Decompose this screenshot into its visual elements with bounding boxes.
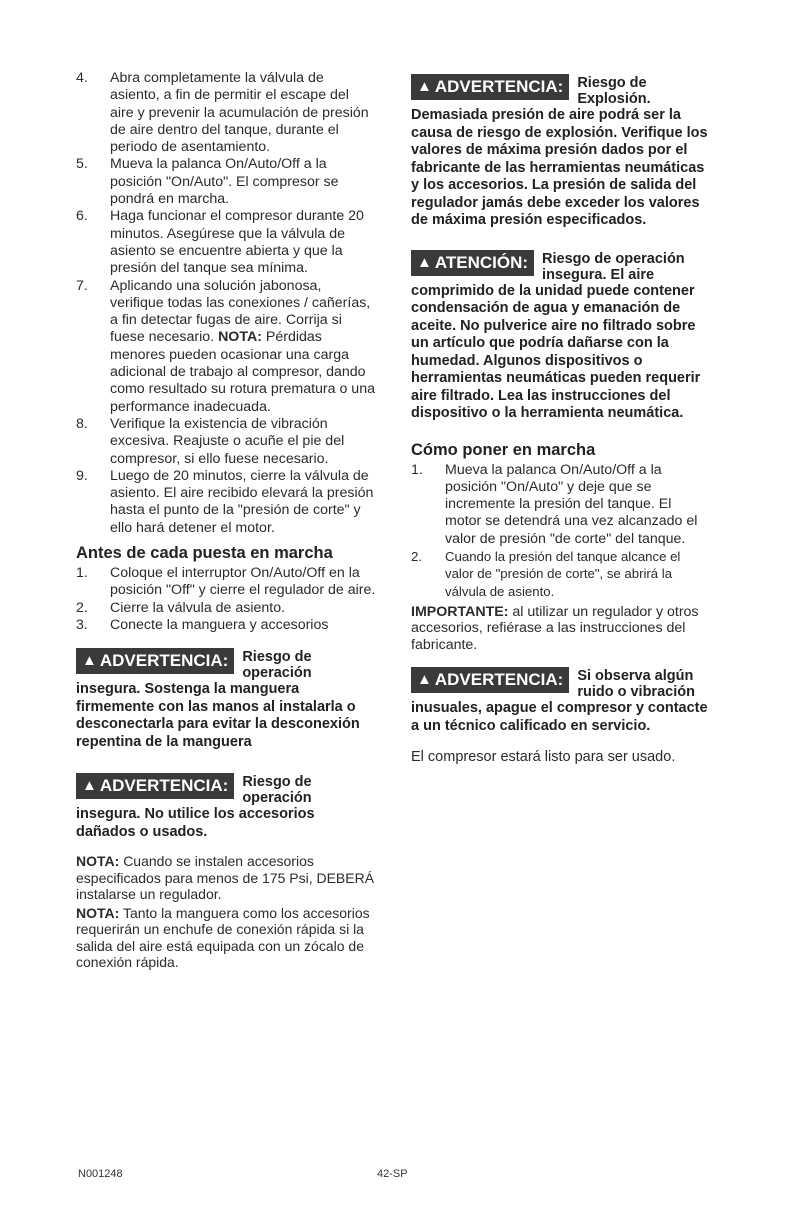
important-note: IMPORTANTE: al utilizar un regulador y otros accesorios, refiérase a las instrucciones del fabricante. [411, 603, 699, 653]
list-item: 1. Mueva la palanca On/Auto/Off a la posición "On/Auto" y deje que se incremente la presión del tanque. El motor se detendrá una vez alcanzado el valor de presión "de corte" del tanque. [411, 461, 698, 547]
warning-triangle-icon: ▲ [417, 671, 432, 689]
before-start-steps [76, 565, 376, 634]
warning-heading: Riesgo de operación [242, 649, 312, 682]
note-regulator: NOTA: Cuando se instalen accesorios especificados para menos de 175 Psi, DEBERÁ instalarse un regulador. [76, 853, 375, 903]
warning-badge: ▲ ADVERTENCIA: [411, 74, 569, 100]
list-item: 4. Abra completamente la válvula de asiento, a fin de permitir el escape del aire y prevenir la acumulación de presión de aire dentro del tanque, durante el periodo de asentamiento. [76, 70, 369, 156]
warning-explosion [411, 74, 711, 230]
warning-heading: Riesgo de Explosión. [577, 75, 651, 107]
warning-badge: ▲ ADVERTENCIA: [76, 773, 234, 799]
page-number: 42-SP [377, 1168, 408, 1180]
warning-heading: Riesgo de operación [242, 774, 312, 807]
warning-triangle-icon: ▲ [417, 78, 432, 95]
list-item: 5. Mueva la palanca On/Auto/Off a la posición "On/Auto". El compresor se pondrá en marcha. [76, 156, 339, 208]
warning-triangle-icon: ▲ [82, 652, 97, 670]
warning-badge: ▲ ADVERTENCIA: [76, 648, 234, 674]
section-heading-start: Cómo poner en marcha [411, 440, 596, 459]
list-item: 2. Cuando la presión del tanque alcance el valor de "presión de corte", se abrirá la válvula de asiento. [411, 548, 681, 599]
caution-badge: ▲ ATENCIÓN: [411, 250, 534, 276]
warning-noise-vibration [411, 667, 711, 735]
caution-text: comprimido de la unidad puede contener condensación de agua y emanación de aceite. No pulverice aire no filtrado sobre un artículo que podría dañarse con la humedad. Algunos dispositivos o herramientas neumáticas pueden requerir aire filtrado. Lea las instrucciones del dispositivo o la herramienta neumática. [411, 282, 701, 421]
left-column [76, 70, 376, 971]
list-item: 2. Cierre la válvula de asiento. [76, 599, 286, 616]
warning-hose-connection [76, 648, 376, 751]
warning-text: insegura. Sostenga la manguera firmemente con las manos al instalarla o desconectarla para evitar la desconexión repentina de la manguera [76, 681, 360, 750]
list-item: 1. Coloque el interruptor On/Auto/Off en la posición "Off" y cierre el regulador de aire. [76, 565, 376, 599]
caution-moisture [411, 250, 711, 423]
warning-heading: Si observa algún ruido o vibración [577, 668, 695, 701]
caution-heading: Riesgo de operación insegura. El aire [542, 250, 685, 283]
list-item: 9. Luego de 20 minutos, cierre la válvula de asiento. El aire recibido elevará la presión hasta el punto de la "presión de corte" y ello hará detener el motor. [76, 467, 374, 536]
list-item: 7. Aplicando una solución jabonosa, verifique todas las conexiones / cañerías, a fin detectar fugas de aire. Corrija si fuese necesario. NOTA: Pérdidas menores pueden ocasionar una carga adicional de trabajo al compresor, dando como resultado su rotura prematura o una performance inadecuada. [76, 277, 375, 415]
document-code: N001248 [78, 1168, 123, 1180]
warning-triangle-icon: ▲ [82, 777, 97, 795]
start-steps [411, 462, 711, 600]
list-item: 8. Verifique la existencia de vibración excesiva. Reajuste o acuñe el pie del compresor, si ello fuese necesario. [76, 415, 345, 467]
section-heading-before-start: Antes de cada puesta en marcha [76, 544, 333, 563]
list-item: 6. Haga funcionar el compresor durante 20 minutos. Asegúrese que la válvula de asiento se encuentre abierta y que la presión del tanque sea mínima. [76, 208, 364, 277]
final-statement: El compresor estará listo para ser usado. [411, 749, 676, 766]
warning-badge: ▲ ADVERTENCIA: [411, 667, 569, 693]
right-column [411, 70, 711, 766]
note-quick-connect: NOTA: Tanto la manguera como los accesorios requerirán un enchufe de conexión rápida si la salida del aire está equipada con un zócalo de conexión rápida. [76, 904, 370, 971]
list-item: 3. Conecte la manguera y accesorios [76, 616, 329, 633]
warning-text: insegura. No utilice los accesorios dañados o usados. [76, 806, 315, 840]
warning-damaged-accessories [76, 773, 376, 841]
warning-triangle-icon: ▲ [417, 253, 432, 271]
break-in-steps [76, 70, 376, 537]
warning-text: Demasiada presión de aire podrá ser la causa de riesgo de explosión. Verifique los valores de máxima presión dados por el fabricante de las herramientas neumáticas y los accesorios. La presión de salida del regulador jamás debe exceder los valores de máxima presión especificados. [411, 107, 708, 228]
warning-text: inusuales, apague el compresor y contacte a un técnico calificado en servicio. [411, 700, 708, 734]
